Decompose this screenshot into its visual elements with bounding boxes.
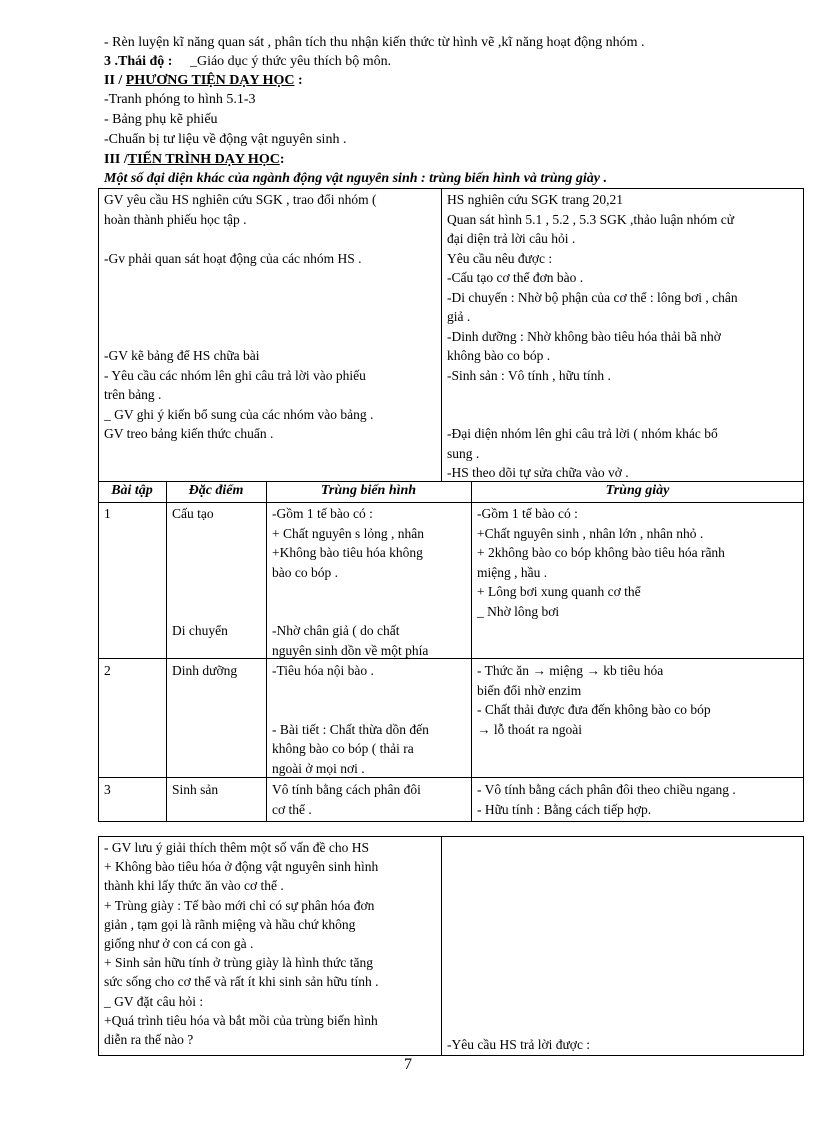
teacher-line: - GV lưu ý giải thích thêm một số vấn đề cho HS xyxy=(104,840,370,855)
teacher-line: thành khi lấy thức ăn vào cơ thể . xyxy=(104,878,284,894)
row-2-amoeba xyxy=(272,661,429,778)
feature-label xyxy=(172,524,228,544)
teacher-line: - Yêu cầu các nhóm lên ghi câu trả lời vào phiếu xyxy=(104,367,366,383)
paramecium-line: - Thức ăn → miệng → kb tiêu hóa xyxy=(477,663,664,678)
teacher-line: _ GV ghi ý kiến bổ sung của các nhóm vào bảng . xyxy=(104,406,374,422)
column-line xyxy=(266,481,267,822)
student-line: -Sinh sản : Vô tính , hữu tính . xyxy=(447,367,611,383)
row-2-paramecium xyxy=(477,661,711,739)
teacher-line xyxy=(104,327,377,347)
student-line: không bào co bóp . xyxy=(447,348,551,363)
row-3-paramecium xyxy=(477,780,736,819)
teacher-line: giản , tạm gọi là rãnh miệng và hầu chứ không xyxy=(104,916,356,932)
section-3-title: TIẾN TRÌNH DẠY HỌC xyxy=(127,152,280,167)
amoeba-line: +Không bào tiêu hóa không xyxy=(272,545,423,560)
teacher-line: _ GV đặt câu hỏi : xyxy=(104,993,204,1009)
amoeba-line: Vô tính bằng cách phân đôi xyxy=(272,782,421,797)
row-3-amoeba xyxy=(272,780,421,819)
amoeba-line xyxy=(272,700,429,720)
teacher-line: + Không bào tiêu hóa ở động vật nguyên sinh hình xyxy=(104,859,379,875)
paramecium-line: + 2không bào co bóp không bào tiêu hóa rãnh xyxy=(477,545,725,560)
row-2-number xyxy=(104,661,111,681)
student-line: -Đại diện nhóm lên ghi câu trả lời ( nhóm khác bổ xyxy=(447,426,718,441)
teacher-line: + Trùng giày : Tế bào mới chỉ có sự phân hóa đơn xyxy=(104,897,375,913)
amoeba-line: -Gồm 1 tế bào có : xyxy=(272,506,373,521)
skill-line: - Rèn luyện kĩ năng quan sát , phân tích thu nhận kiến thức từ hình vẽ ,kĩ năng hoạt động nhóm . xyxy=(104,35,645,50)
paramecium-line: _ Nhờ lông bơi xyxy=(477,603,560,619)
feature-label: Di chuyển xyxy=(172,623,228,638)
student-line: -Cấu tạo cơ thể đơn bào . xyxy=(447,270,584,285)
amoeba-line xyxy=(272,681,429,701)
amoeba-line xyxy=(272,602,428,622)
column-line xyxy=(471,481,472,822)
amoeba-line: bào co bóp . xyxy=(272,564,338,580)
row-2-features xyxy=(172,661,237,681)
amoeba-line: cơ thể . xyxy=(272,801,312,817)
section-2-title: PHƯƠNG TIỆN DẠY HỌC xyxy=(125,73,295,88)
row-3-number xyxy=(104,780,111,800)
amoeba-line: -Nhờ chân giả ( do chất xyxy=(272,623,400,638)
row-number: 3 xyxy=(104,782,111,797)
student-line: sung . xyxy=(447,445,480,461)
activity-2-divider xyxy=(441,836,442,1056)
amoeba-line: ngoài ở mọi nơi . xyxy=(272,760,365,776)
section-2-number: II / xyxy=(104,73,126,88)
student-line: -Di chuyển : Nhờ bộ phận của cơ thể : lông bơi , chân xyxy=(447,289,738,305)
student-line: HS nghiên cứu SGK trang 20,21 xyxy=(447,192,624,207)
section-3-subtitle: Một số đại diện khác của ngành động vật nguyên sinh : trùng biến hình và trùng giày . xyxy=(104,171,607,186)
teacher-line xyxy=(104,229,377,249)
feature-label xyxy=(172,582,228,602)
teacher-line: -Gv phải quan sát hoạt động của các nhóm HS . xyxy=(104,250,362,266)
paramecium-line: +Chất nguyên sinh , nhân lớn , nhân nhỏ . xyxy=(477,525,704,541)
student-line: -Yêu cầu HS trả lời được : xyxy=(447,1037,591,1052)
section-3-number: III / xyxy=(104,152,128,167)
teacher-line xyxy=(104,268,377,288)
amoeba-line xyxy=(272,582,428,602)
row-number: 1 xyxy=(104,506,111,521)
paramecium-line: - Vô tính bằng cách phân đôi theo chiều ngang . xyxy=(477,782,736,797)
student-line: đại diện trả lời câu hỏi . xyxy=(447,231,576,246)
paramecium-line: - Hữu tính : Bằng cách tiếp hợp. xyxy=(477,801,652,817)
row-1-amoeba xyxy=(272,504,428,660)
student-line: -HS theo dõi tự sửa chữa vào vở . xyxy=(447,465,629,480)
row-1-paramecium xyxy=(477,504,725,621)
teacher-line: diễn ra thế nào ? xyxy=(104,1032,194,1048)
header-paramecium: Trùng giày xyxy=(605,483,670,498)
student-line: -Dinh dưỡng : Nhờ không bào tiêu hóa thải bã nhờ xyxy=(447,328,721,344)
teacher-line xyxy=(104,288,377,308)
teacher-line: hoàn thành phiếu học tập . xyxy=(104,211,247,227)
feature-label: Dinh dưỡng xyxy=(172,663,238,678)
amoeba-line: + Chất nguyên s lỏng , nhân xyxy=(272,525,424,541)
row-1-number xyxy=(104,504,111,524)
column-line xyxy=(166,481,167,822)
row-1-features xyxy=(172,504,228,641)
paramecium-line: - Chất thải được đưa đến không bào co bóp xyxy=(477,702,711,717)
table-header-rule xyxy=(98,502,804,503)
section-3-heading xyxy=(104,151,285,169)
teacher-line: GV yêu cầu HS nghiên cứu SGK , trao đổi nhóm ( xyxy=(104,192,377,207)
amoeba-line: không bào co bóp ( thải ra xyxy=(272,741,414,756)
header-exercise: Bài tập xyxy=(111,483,153,498)
feature-label: Cấu tạo xyxy=(172,506,214,521)
header-amoeba: Trùng biến hình xyxy=(320,483,417,498)
feature-label: Sinh sản xyxy=(172,782,219,797)
teacher-line: +Quá trình tiêu hóa và bắt mồi của trùng biến hình xyxy=(104,1012,378,1028)
activity-2-teacher xyxy=(104,838,378,1049)
equipment-item: -Tranh phóng to hình 5.1-3 xyxy=(104,92,256,107)
section-3-suffix: : xyxy=(279,152,285,167)
attitude-text: _Giáo dục ý thức yêu thích bộ môn. xyxy=(189,54,392,69)
paramecium-line: -Gồm 1 tế bào có : xyxy=(477,506,578,521)
activity-1-teacher xyxy=(104,190,377,444)
section-2-suffix: : xyxy=(294,73,303,88)
equipment-item: - Bảng phụ kẽ phiếu xyxy=(104,112,218,127)
teacher-line: sức sống cho cơ thể và rất ít khi sinh sản hữu tính . xyxy=(104,974,379,990)
teacher-line xyxy=(104,307,377,327)
row-3-features xyxy=(172,780,218,800)
activity-1-student xyxy=(447,190,738,483)
student-line: Quan sát hình 5.1 , 5.2 , 5.3 SGK ,thảo luận nhóm cử xyxy=(447,211,735,227)
teacher-line: trên bảng . xyxy=(104,387,162,402)
amoeba-line: -Tiêu hóa nội bào . xyxy=(272,663,374,678)
equipment-item: -Chuẩn bị tư liệu về động vật nguyên sinh . xyxy=(104,132,347,147)
activity-divider xyxy=(441,188,442,482)
row-rule xyxy=(98,658,804,659)
paramecium-line: miệng , hầu . xyxy=(477,564,548,580)
student-line xyxy=(447,405,738,425)
attitude-line xyxy=(104,53,391,71)
teacher-line: -GV kẽ bảng để HS chữa bài xyxy=(104,348,260,363)
teacher-line: giống như ở con cá con gà . xyxy=(104,936,254,952)
feature-label xyxy=(172,543,228,563)
row-rule xyxy=(98,777,804,778)
amoeba-line: nguyên sinh dồn về một phía xyxy=(272,642,429,658)
student-line: Yêu cầu nêu được : xyxy=(447,250,553,266)
amoeba-line: - Bài tiết : Chất thừa dồn đến xyxy=(272,721,429,737)
page-number: 7 xyxy=(404,1056,412,1073)
feature-label xyxy=(172,602,228,622)
teacher-line: GV treo bảng kiến thức chuẩn . xyxy=(104,426,274,441)
student-line xyxy=(447,385,738,405)
paramecium-line: biến đổi nhờ enzim xyxy=(477,682,582,698)
attitude-label: 3 .Thái độ : xyxy=(104,54,173,69)
row-number: 2 xyxy=(104,663,111,678)
student-line: giả . xyxy=(447,309,471,324)
activity-2-student xyxy=(447,1035,590,1055)
feature-label xyxy=(172,563,228,583)
paramecium-line: + Lông bơi xung quanh cơ thể xyxy=(477,584,641,599)
paramecium-line: → lỗ thoát ra ngoài xyxy=(477,721,582,737)
section-2-heading xyxy=(104,72,303,90)
teacher-line: + Sinh sản hữu tính ở trùng giày là hình thức tăng xyxy=(104,955,373,971)
header-feature: Đặc điểm xyxy=(188,483,244,498)
